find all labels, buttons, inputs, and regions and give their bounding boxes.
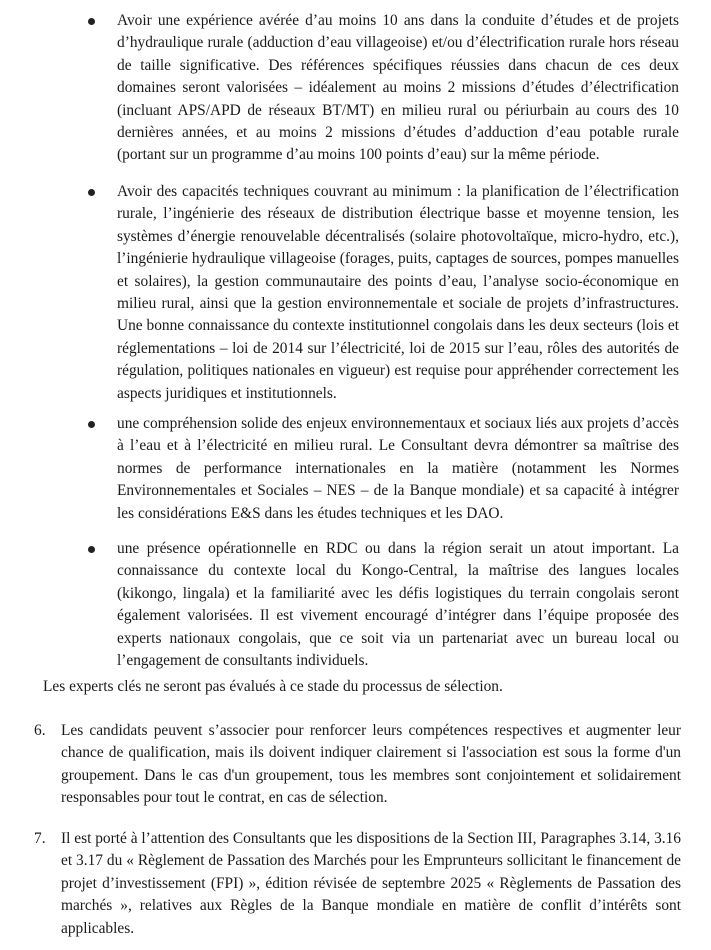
experts-note: Les experts clés ne seront pas évalués à ce stade du processus de sélection. [43, 678, 503, 695]
bullet-dot [88, 421, 95, 428]
item-number: 6. [34, 722, 46, 739]
bullet-item-local-presence [88, 538, 678, 672]
numbered-item-7 [34, 828, 684, 940]
bullet-dot [88, 189, 95, 196]
bullet-item-technical-capacities [88, 181, 678, 405]
bullet-item-environmental-social [88, 413, 678, 525]
item-text: Il est porté à l’attention des Consultants que les dispositions de la Section III, Paragraphes 3.14, 3.16 et 3.17 du « Règlement de Passation des Marchés pour les Emprunteurs sollicitant le financement de projet d’investissement (FPI) », édition révisée de septembre 2025 « Règlements de Passation des marchés », relatives aux Règles de la Banque mondiale en matière de conflit d’intérêts sont applicables. [61, 830, 681, 937]
numbered-item-6 [34, 720, 684, 810]
item-text: Les candidats peuvent s’associer pour renforcer leurs compétences respectives et augmenter leur chance de qualification, mais ils doivent indiquer clairement si l'association est sous la forme d'un groupement. Dans le cas d'un groupement, tous les membres sont conjointement et solidairement responsables pour tout le contrat, en cas de sélection. [61, 722, 681, 807]
bullet-text: Avoir des capacités techniques couvrant au minimum : la planification de l’électrification rurale, l’ingénierie des réseaux de distribution électrique basse et moyenne tension, les systèmes d’énergie renouvelable décentralisés (solaire photovoltaïque, micro-hydro, etc.), l’ingénierie hydraulique villageoise (forages, puits, captages de sources, pompes manuelles et solaires), la gestion communautaire des points d’eau, l’analyse socio-économique en milieu rural, ainsi que la gestion environnementale et sociale de projets d’infrastructures. Une bonne connaissance du contexte institutionnel congolais dans les deux secteurs (lois et réglementations – loi de 2014 sur l’électricité, loi de 2015 sur l’eau, rôles des autorités de régulation, politiques nationales en vigueur) est requise pour appréhender correctement les aspects juridiques et institutionnels. [117, 183, 679, 402]
bullet-text: une présence opérationnelle en RDC ou dans la région serait un atout important. La connaissance du contexte local du Kongo-Central, la maîtrise des langues locales (kikongo, lingala) et la familiarité avec les défis logistiques du terrain congolais seront également valorisées. Il est vivement encouragé d’intégrer dans l’équipe proposée des experts nationaux congolais, que ce soit via un partenariat avec un bureau local ou l’engagement de consultants individuels. [117, 540, 679, 670]
bullet-dot [88, 546, 95, 553]
bullet-text: Avoir une expérience avérée d’au moins 10 ans dans la conduite d’études et de projets d’hydraulique rurale (adduction d’eau villageoise) et/ou d’électrification rurale hors réseau de taille significative. Des références spécifiques réussies dans chacun de ces deux domaines seront valorisées – idéalement au moins 2 missions d’études d’électrification (incluant APS/APD de réseaux BT/MT) en milieu rural ou périurbain au cours des 10 dernières années, et au moins 2 missions d’études d’adduction d’eau potable rurale (portant sur un programme d’au moins 100 points d’eau) sur la même période. [117, 12, 679, 164]
bullet-item-experience [88, 10, 678, 167]
bullet-text: une compréhension solide des enjeux environnementaux et sociaux liés aux projets d’accès à l’eau et à l’électricité en milieu rural. Le Consultant devra démontrer sa maîtrise des normes de performance internationales en la matière (notamment les Normes Environnementales et Sociales – NES – de la Banque mondiale) et sa capacité à intégrer les considérations E&S dans les études techniques et les DAO. [117, 415, 679, 522]
item-number: 7. [34, 830, 46, 847]
bullet-dot [88, 18, 95, 25]
